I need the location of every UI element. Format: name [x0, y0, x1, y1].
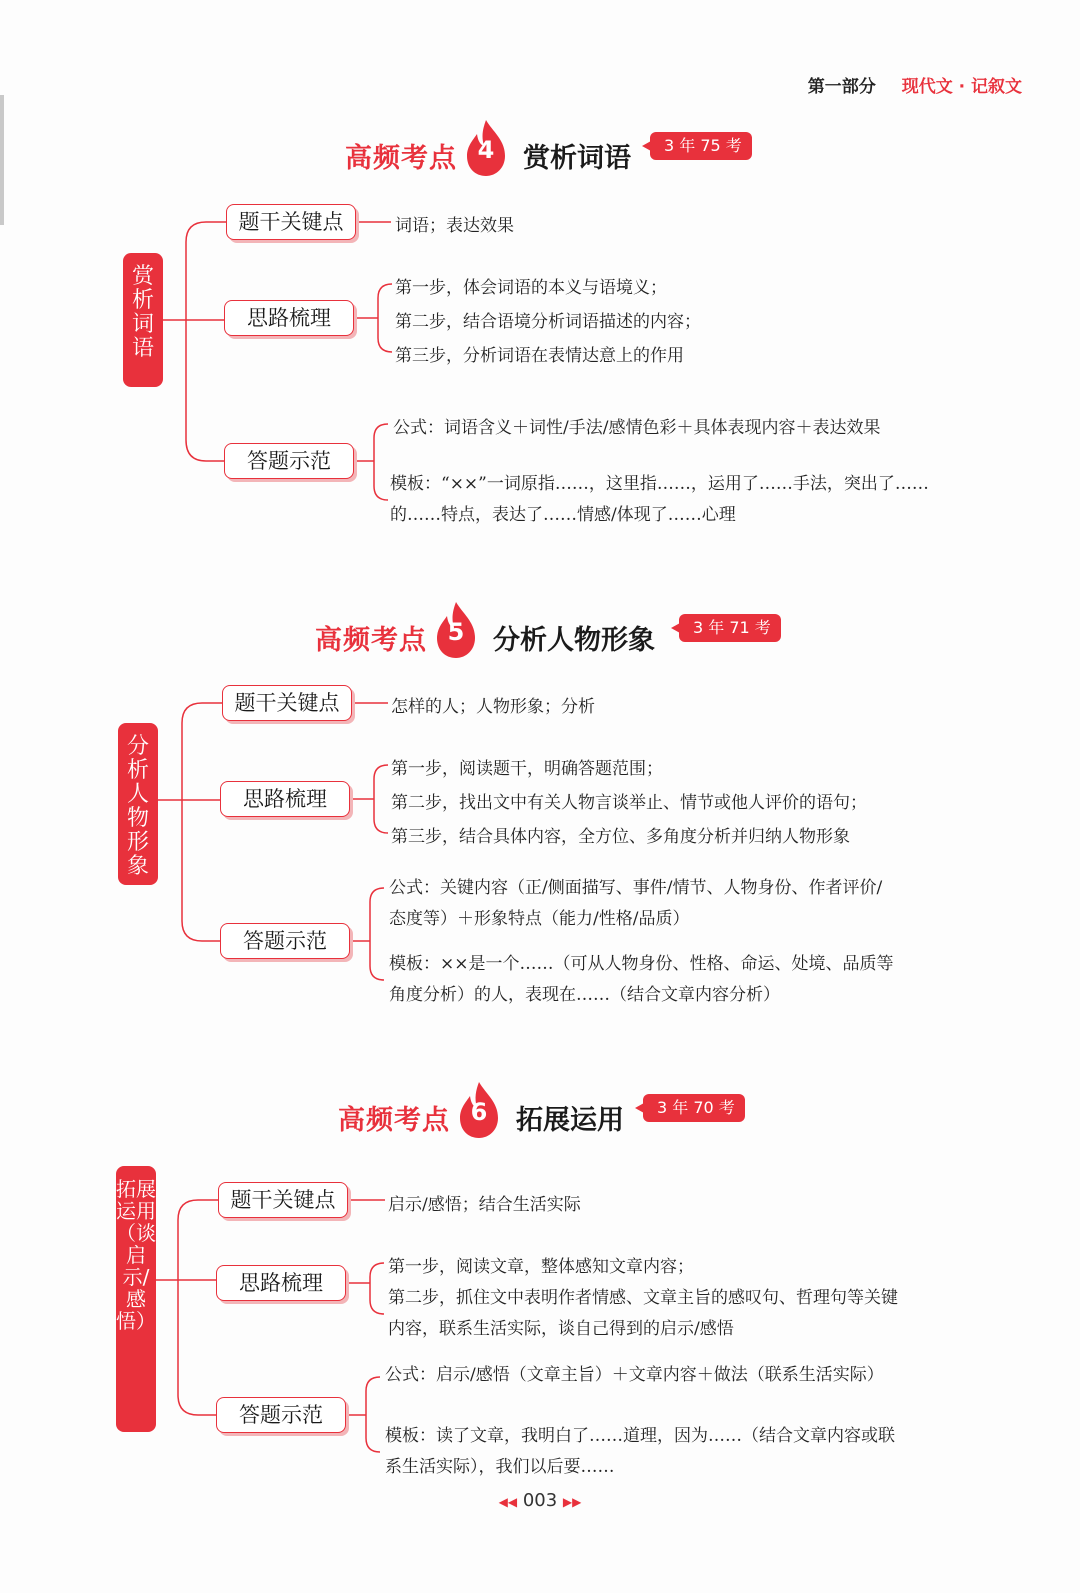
section-prefix: 高频考点 [315, 625, 427, 656]
step-3: 第三步，分析词语在表情达意上的作用 [395, 346, 684, 366]
key-text: 词语；表达效果 [395, 216, 514, 236]
page-number [0, 1490, 1080, 1511]
step-1: 第一步，体会词语的本义与语境义； [395, 278, 667, 298]
formula: 公式：启示/感悟（文章主旨）＋文章内容＋做法（联系生活实际） [385, 1365, 884, 1385]
section-5-title [315, 600, 775, 670]
flame-icon [463, 118, 509, 178]
node-thinking: 思路梳理 [220, 781, 350, 817]
arrow-right-icon: ▶▶ [562, 1495, 582, 1509]
vertical-label-6: 拓展运用（谈启示/感悟） [116, 1166, 156, 1432]
key-text: 怎样的人；人物形象；分析 [391, 697, 595, 717]
step-3: 第三步，结合具体内容，全方位、多角度分析并归纳人物形象 [391, 827, 850, 847]
node-key-points: 题干关键点 [222, 685, 352, 721]
section-number: 5 [447, 618, 465, 646]
step-2: 第二步，结合语境分析词语描述的内容； [395, 312, 701, 332]
section-topic: 分析人物形象 [493, 625, 655, 656]
template: 模板：读了文章，我明白了……道理，因为……（结合文章内容或联系生活实际），我们以后要…… [385, 1426, 895, 1477]
arrow-left-icon: ◀◀ [498, 1495, 518, 1509]
step-2: 第二步，找出文中有关人物言谈举止、情节或他人评价的语句； [391, 793, 867, 813]
frequency-badge: 3 年 71 考 [679, 614, 781, 642]
vertical-label-4: 赏析词语 [123, 253, 163, 387]
header-part: 第一部分 [807, 77, 876, 97]
frequency-badge: 3 年 70 考 [643, 1094, 745, 1122]
section-prefix: 高频考点 [345, 143, 457, 174]
formula: 公式：关键内容（正/侧面描写、事件/情节、人物身份、作者评价/态度等）＋形象特点（能力/性格/品质） [389, 878, 883, 929]
section-number: 4 [477, 136, 495, 164]
step-1: 第一步，阅读题干，明确答题范围； [391, 759, 663, 779]
header-category: 现代文 · 记叙文 [901, 77, 1022, 97]
node-answer-demo: 答题示范 [220, 923, 350, 959]
formula: 公式：词语含义＋词性/手法/感情色彩＋具体表现内容＋表达效果 [393, 418, 881, 438]
node-answer-demo: 答题示范 [224, 443, 354, 479]
step-2: 第二步，抓住文中表明作者情感、文章主旨的感叹句、哲理句等关键内容，联系生活实际，谈自己得到的启示/感悟 [388, 1288, 898, 1339]
section-prefix: 高频考点 [338, 1105, 450, 1136]
template: 模板：“××”一词原指……，这里指……，运用了……手法，突出了……的……特点，表达了……情感/体现了……心理 [390, 474, 929, 525]
vertical-label-5: 分析人物形象 [118, 723, 158, 885]
section-topic: 赏析词语 [523, 143, 631, 174]
section-6-title [338, 1080, 758, 1150]
node-thinking: 思路梳理 [216, 1265, 346, 1301]
frequency-badge: 3 年 75 考 [650, 132, 752, 160]
node-answer-demo: 答题示范 [216, 1397, 346, 1433]
section-4-title [345, 118, 765, 188]
node-key-points: 题干关键点 [226, 204, 356, 240]
flame-icon [433, 600, 479, 660]
key-text: 启示/感悟；结合生活实际 [388, 1195, 581, 1215]
section-topic: 拓展运用 [516, 1105, 624, 1136]
flame-icon [456, 1080, 502, 1140]
step-1: 第一步，阅读文章，整体感知文章内容； [388, 1257, 694, 1277]
node-thinking: 思路梳理 [224, 300, 354, 336]
page-number-value: 003 [522, 1490, 558, 1511]
node-key-points: 题干关键点 [218, 1182, 348, 1218]
template: 模板：××是一个……（可从人物身份、性格、命运、处境、品质等角度分析）的人，表现在……（结合文章内容分析） [389, 954, 894, 1005]
section-number: 6 [470, 1098, 488, 1126]
